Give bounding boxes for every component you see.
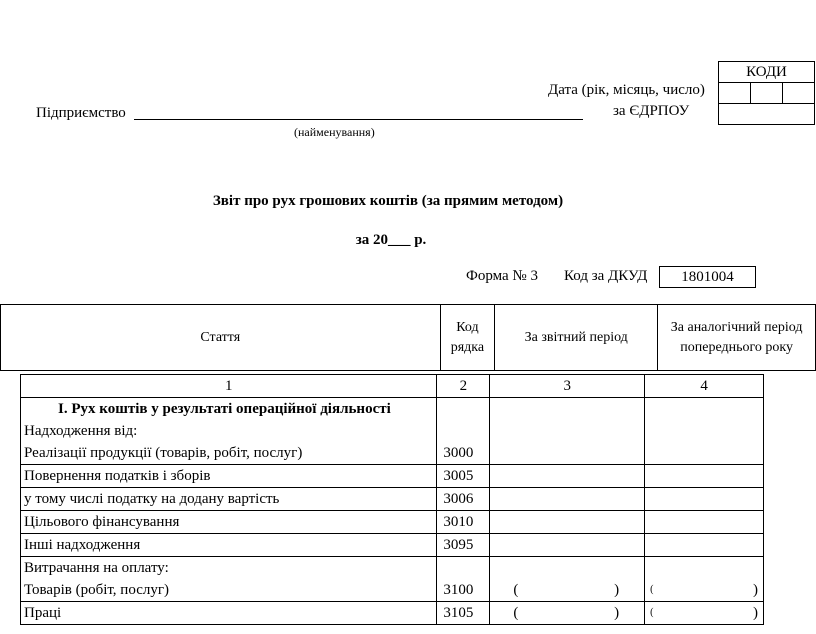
row-label-text: Товарів (робіт, послуг) xyxy=(24,582,169,598)
row-subheading: Витрачання на оплату: xyxy=(24,560,169,576)
open-paren: ( xyxy=(650,584,654,595)
dkud-label: Код за ДКУД xyxy=(564,268,648,284)
row-code: 3005 xyxy=(437,465,490,488)
row-subheading: Надходження від: xyxy=(24,423,138,439)
edrpou-cell[interactable] xyxy=(719,104,815,125)
row-previous-value[interactable] xyxy=(645,511,764,534)
close-paren: ) xyxy=(614,605,620,621)
row-previous-value[interactable] xyxy=(645,534,764,557)
row-label xyxy=(21,398,437,465)
col-num-1: 1 xyxy=(21,375,437,398)
enterprise-label: Підприємство xyxy=(36,105,126,121)
close-paren: ) xyxy=(753,582,758,598)
row-label xyxy=(21,557,437,602)
row-code: 3095 xyxy=(437,534,490,557)
row-current-value[interactable] xyxy=(490,534,645,557)
codes-table xyxy=(718,61,815,125)
col-num-2: 2 xyxy=(437,375,490,398)
row-label: у тому числі податку на додану вартість xyxy=(21,488,437,511)
enterprise-name-field[interactable] xyxy=(134,104,583,120)
table-header xyxy=(0,304,816,371)
report-period: за 20___ р. xyxy=(355,232,427,248)
col-num-4: 4 xyxy=(645,375,764,398)
row-label: Праці xyxy=(21,602,437,625)
row-code: 3000 xyxy=(437,398,490,465)
dkud-value: 1801004 xyxy=(659,266,756,288)
table-row xyxy=(21,534,764,557)
form-number: Форма № 3 xyxy=(466,268,538,284)
table-row xyxy=(21,557,764,602)
table-row xyxy=(21,398,764,465)
date-day-cell[interactable] xyxy=(782,83,814,104)
section-title: І. Рух коштів у результаті операційної діяльності xyxy=(58,401,391,417)
row-current-value[interactable] xyxy=(490,557,645,602)
date-label: Дата (рік, місяць, число) xyxy=(548,82,705,98)
row-current-value[interactable] xyxy=(490,511,645,534)
row-label: Цільового фінансування xyxy=(21,511,437,534)
row-current-value[interactable] xyxy=(490,465,645,488)
row-code: 3100 xyxy=(437,557,490,602)
row-previous-value[interactable] xyxy=(645,557,764,602)
date-month-cell[interactable] xyxy=(750,83,782,104)
table-row xyxy=(21,511,764,534)
table-row xyxy=(21,465,764,488)
enterprise-caption: (найменування) xyxy=(294,125,375,139)
header-code: Код рядка xyxy=(440,305,495,371)
row-previous-value[interactable] xyxy=(645,398,764,465)
row-current-value[interactable] xyxy=(490,488,645,511)
header-article: Стаття xyxy=(1,305,441,371)
column-number-row xyxy=(21,375,764,398)
date-year-cell[interactable] xyxy=(719,83,751,104)
row-previous-value[interactable] xyxy=(645,488,764,511)
close-paren: ) xyxy=(614,582,620,598)
open-paren: ( xyxy=(513,582,519,598)
row-code: 3105 xyxy=(437,602,490,625)
row-label-text: Реалізації продукції (товарів, робіт, послуг) xyxy=(24,445,303,461)
codes-header: КОДИ xyxy=(719,62,815,83)
row-label: Інші надходження xyxy=(21,534,437,557)
header-current-period: За звітний період xyxy=(495,305,658,371)
row-code: 3010 xyxy=(437,511,490,534)
table-row xyxy=(21,488,764,511)
report-title: Звіт про рух грошових коштів (за прямим методом) xyxy=(212,193,564,209)
row-current-value[interactable] xyxy=(490,602,645,625)
header-previous-period: За аналогічний період попереднього року xyxy=(658,305,816,371)
row-previous-value[interactable] xyxy=(645,465,764,488)
row-code: 3006 xyxy=(437,488,490,511)
row-previous-value[interactable] xyxy=(645,602,764,625)
open-paren: ( xyxy=(513,605,519,621)
row-label: Повернення податків і зборів xyxy=(21,465,437,488)
open-paren: ( xyxy=(650,607,654,618)
edrpou-label: за ЄДРПОУ xyxy=(613,103,690,119)
close-paren: ) xyxy=(753,605,758,621)
table-row xyxy=(21,602,764,625)
col-num-3: 3 xyxy=(490,375,645,398)
cash-flow-table xyxy=(20,374,764,625)
row-current-value[interactable] xyxy=(490,398,645,465)
